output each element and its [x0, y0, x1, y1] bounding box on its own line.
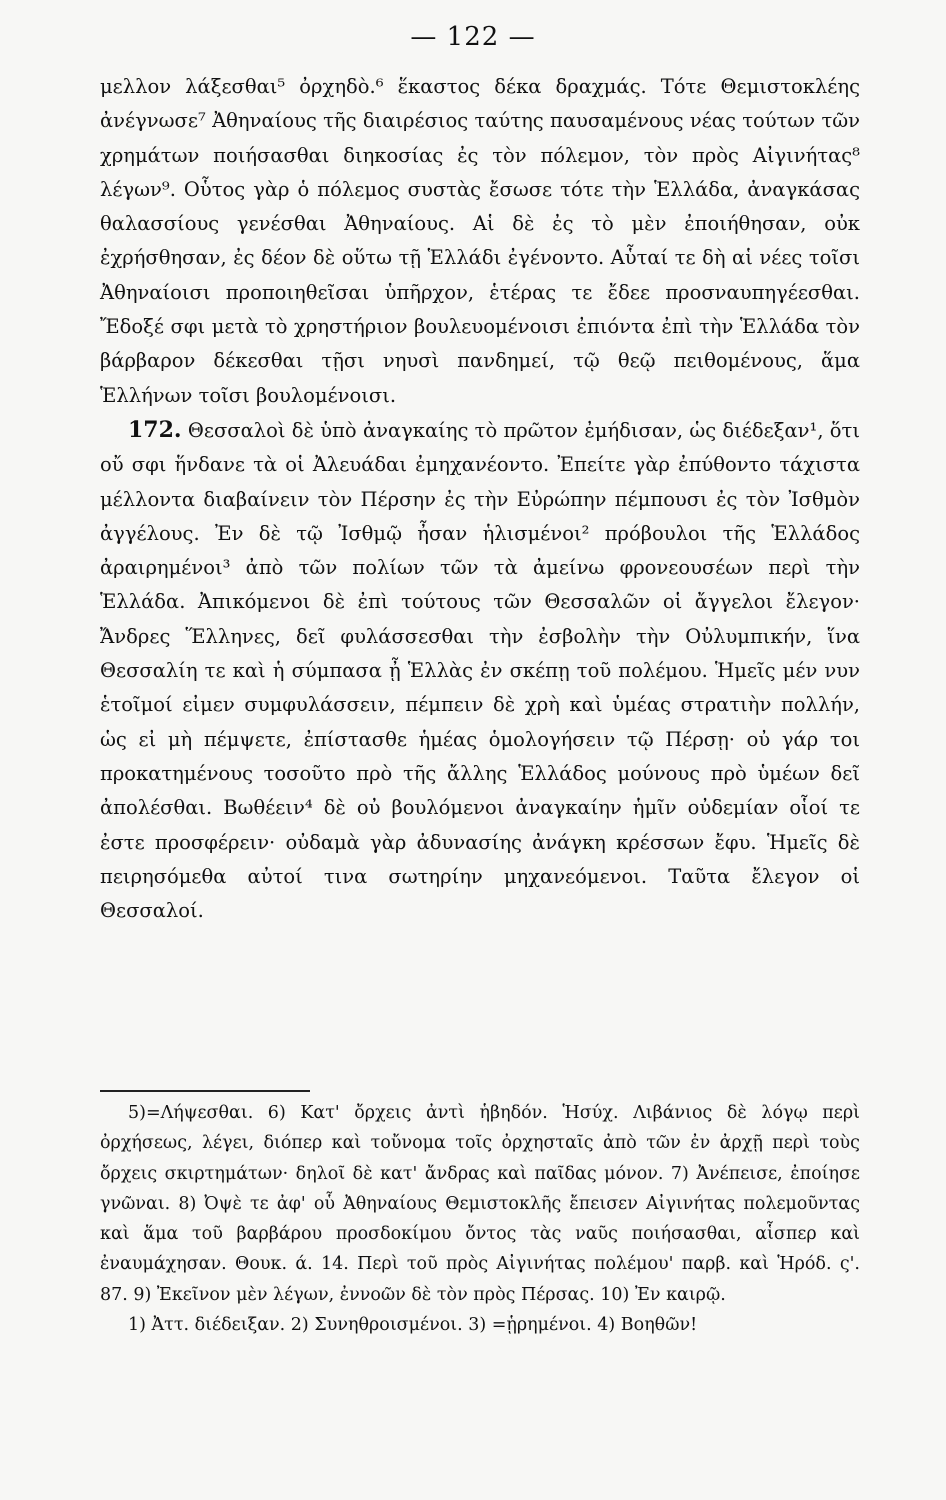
- footnotes: [100, 1098, 860, 1340]
- footnote-divider: [100, 1090, 310, 1092]
- paragraph-2: [100, 413, 860, 928]
- main-text: [100, 70, 860, 928]
- footnote-block-1: 5)=Λήψεσθαι. 6) Κατ' ὄρχεις ἀντὶ ἡβηδόν. Ἡσύχ. Λιβάνιος δὲ λόγῳ περὶ ὀρχήσεως, λέγει, διόπερ καὶ τοὔνομα τοῖς ὀρχησταῖς ἀπὸ τῶν ἐν ἀρχῇ περὶ τοὺς ὄρχεις σκιρτημάτων· δηλοῖ δὲ κατ' ἄνδρας καὶ παῖδας μόνον. 7) Ἀνέπεισε, ἐποίησε γνῶναι. 8) Ὀψὲ τε ἀφ' οὗ Ἀθηναίους Θεμιστοκλῆς ἔπεισεν Αἰγινήτας πολεμοῦντας καὶ ἅμα τοῦ βαρβάρου προσδοκίμου ὄντος τὰς ναῦς ποιήσασθαι, αἷσπερ καὶ ἐναυμάχησαν. Θουκ. ά. 14. Περὶ τοῦ πρὸς Αἰγινήτας πολέμου' παρβ. καὶ Ἡρόδ. ς'. 87. 9) Ἐκεῖνον μὲν λέγων, ἐννοῶν δὲ τὸν πρὸς Πέρσας. 10) Ἐν καιρῷ.: [100, 1103, 860, 1305]
- section-number: 172.: [128, 416, 182, 443]
- page-number: — 122 —: [410, 22, 536, 52]
- footnote-block-2: 1) Ἀττ. διέδειξαν. 2) Συνηθροισμένοι. 3) =ᾑρημένοι. 4) Βοηθῶν!: [128, 1315, 698, 1336]
- paragraph-1: μελλον λάξεσθαι⁵ ὀρχηδὸ.⁶ ἕκαστος δέκα δραχμάς. Τότε Θεμιστοκλέης ἀνέγνωσε⁷ Ἀθηναίους τῆς διαιρέσιος ταύτης παυσαμένους νέας τούτων τῶν χρημάτων ποιήσασθαι διηκοσίας ἐς τὸν πόλεμον, τὸν πρὸς Αἰγινήτας⁸ λέγων⁹. Οὗτος γὰρ ὁ πόλεμος συστὰς ἔσωσε τότε τὴν Ἑλλάδα, ἀναγκάσας θαλασσίους γενέσθαι Ἀθηναίους. Αἱ δὲ ἐς τὸ μὲν ἐποιήθησαν, οὐκ ἐχρήσθησαν, ἐς δέον δὲ οὕτω τῇ Ἑλλάδι ἐγένοντο. Αὗταί τε δὴ αἱ νέες τοῖσι Ἀθηναίοισι προποιηθεῖσαι ὑπῆρχον, ἑτέρας τε ἔδεε προσναυπηγέεσθαι. Ἔδοξέ σφι μετὰ τὸ χρηστήριον βουλευομένοισι ἐπιόντα ἐπὶ τὴν Ἑλλάδα τὸν βάρβαρον δέκεσθαι τῇσι νηυσὶ πανδημεί, τῷ θεῷ πειθομένους, ἅμα Ἑλλήνων τοῖσι βουλομένοισι.: [100, 75, 860, 407]
- paragraph-2-text: Θεσσαλοὶ δὲ ὑπὸ ἀναγκαίης τὸ πρῶτον ἐμήδισαν, ὡς διέδεξαν¹, ὅτι οὔ σφι ἥνδανε τὰ οἱ Ἀλευάδαι ἐμηχανέοντο. Ἐπείτε γὰρ ἐπύθοντο τάχιστα μέλλοντα διαβαίνειν τὸν Πέρσην ἐς τὴν Εὐρώπην πέμπουσι ἐς τὸν Ἰσθμὸν ἀγγέλους. Ἐν δὲ τῷ Ἰσθμῷ ἦσαν ἡλισμένοι² πρόβουλοι τῆς Ἑλλάδος ἀραιρημένοι³ ἀπὸ τῶν πολίων τῶν τὰ ἀμείνω φρονεουσέων περὶ τὴν Ἑλλάδα. Ἀπικόμενοι δὲ ἐπὶ τούτους τῶν Θεσσαλῶν οἱ ἄγγελοι ἔλεγον· Ἄνδρες Ἕλληνες, δεῖ φυλάσσεσθαι τὴν ἐσβολὴν τὴν Οὐλυμπικήν, ἵνα Θεσσαλίη τε καὶ ἡ σύμπασα ᾖ Ἑλλὰς ἐν σκέπῃ τοῦ πολέμου. Ἡμεῖς μέν νυν ἑτοῖμοί εἰμεν συμφυλάσσειν, πέμπειν δὲ χρὴ καὶ ὑμέας στρατιὴν πολλήν, ὡς εἰ μὴ πέμψετε, ἐπίστασθε ἡμέας ὁμολογήσειν τῷ Πέρσῃ· οὐ γάρ τοι προκατημένους τοσοῦτο πρὸ τῆς ἄλλης Ἑλλάδος μούνους πρὸ ὑμέων δεῖ ἀπολέσθαι. Βωθέειν⁴ δὲ οὐ βουλόμενοι ἀναγκαίην ἡμῖν οὐδεμίαν οἷοί τε ἐστε προσφέρειν· οὐδαμὰ γὰρ ἀδυνασίης ἀνάγκη κρέσσων ἔφυ. Ἡμεῖς δὲ πειρησόμεθα αὐτοί τινα σωτηρίην μηχανεόμενοι. Ταῦτα ἔλεγον οἱ Θεσσαλοί.: [100, 418, 860, 923]
